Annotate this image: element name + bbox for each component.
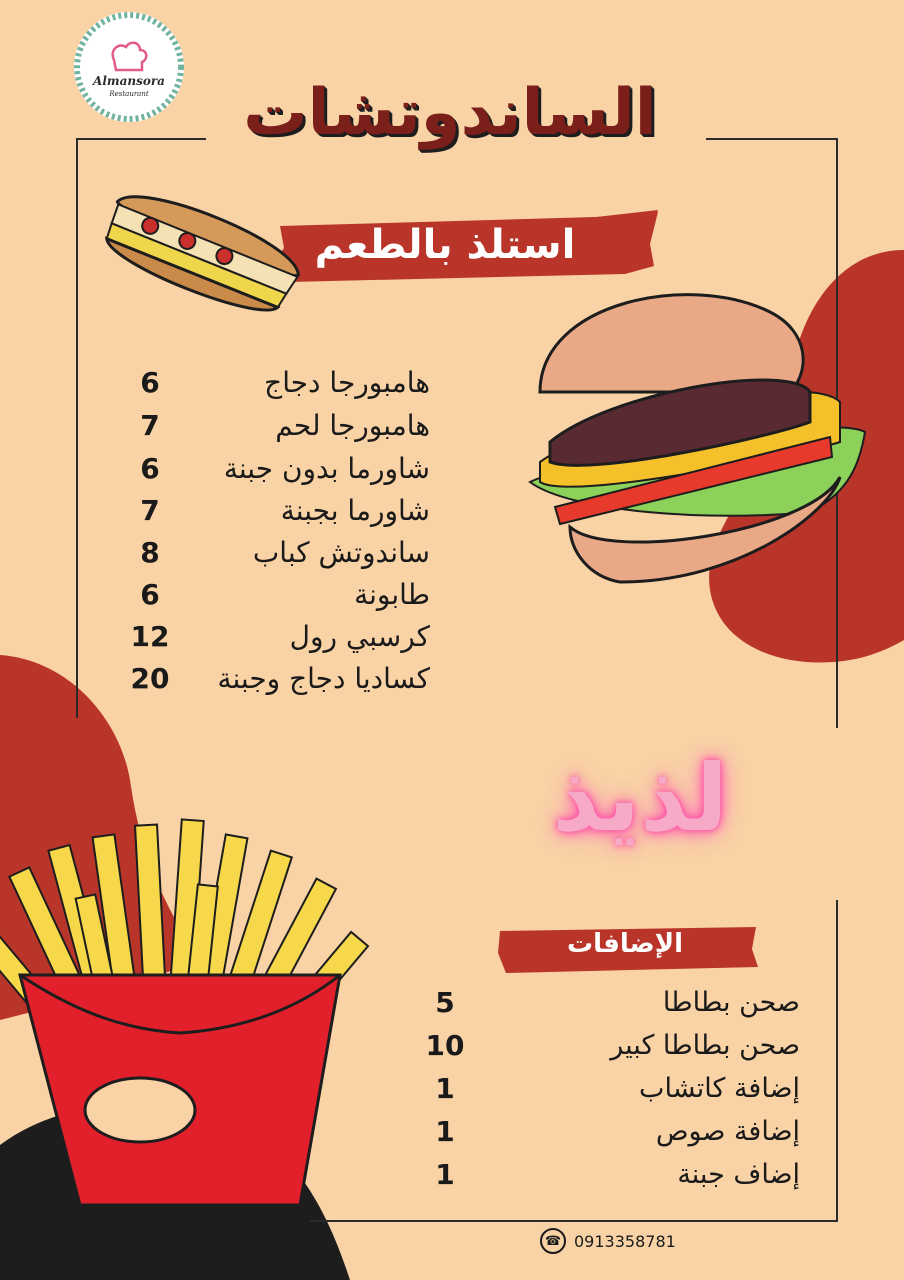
- contact-phone[interactable]: [540, 1228, 676, 1254]
- frame-bottom: [310, 1220, 838, 1222]
- menu-item: [120, 658, 430, 698]
- extras-item: [420, 1154, 800, 1194]
- menu-item-name: هامبورجا دجاج: [264, 365, 430, 399]
- menu-item-name: هامبورجا لحم: [275, 408, 430, 442]
- promo-word: لذيذ: [552, 745, 728, 852]
- extras-item-price: 1: [435, 1071, 455, 1105]
- tagline-text: استلذ بالطعم: [314, 222, 576, 268]
- extras-item-name: صحن بطاطا: [662, 986, 800, 1018]
- extras-item-price: 10: [425, 1028, 465, 1062]
- menu-item-name: شاورما بدون جبنة: [223, 451, 430, 485]
- menu-item: [120, 405, 430, 445]
- extras-item-price: 1: [435, 1157, 455, 1191]
- extras-banner: [500, 925, 760, 971]
- menu-item-price: 6: [140, 365, 160, 399]
- extras-title: الإضافات: [566, 929, 684, 959]
- phone-number: 0913358781: [574, 1231, 676, 1251]
- menu-item-name: ساندوتش كباب: [252, 535, 430, 569]
- frame-top-left: [76, 138, 206, 140]
- menu-item-price: 12: [130, 619, 170, 653]
- page-title: الساندوتشات: [243, 76, 657, 150]
- frame-right-lower: [836, 900, 838, 1220]
- extras-item: [420, 982, 800, 1022]
- menu-item-price: 6: [140, 451, 160, 485]
- menu-item: [120, 490, 430, 530]
- menu-item-name: شاورما بجبنة: [280, 493, 430, 527]
- extras-item: [420, 1025, 800, 1065]
- phone-icon: ☎: [540, 1228, 566, 1254]
- menu-item: [120, 616, 430, 656]
- logo-subtitle: Restaurant: [109, 90, 149, 98]
- menu-item-price: 7: [140, 408, 160, 442]
- frame-top-right: [706, 138, 838, 140]
- burger-illustration: [510, 262, 880, 592]
- extras-item-name: إضافة صوص: [655, 1115, 800, 1147]
- extras-item-price: 1: [435, 1114, 455, 1148]
- extras-item-price: 5: [435, 985, 455, 1019]
- menu-item-name: كساديا دجاج وجبنة: [217, 661, 430, 695]
- menu-item: [120, 448, 430, 488]
- restaurant-logo: [74, 12, 184, 122]
- sandwich-illustration: [80, 180, 310, 340]
- menu-item-price: 6: [140, 577, 160, 611]
- frame-left: [76, 138, 78, 718]
- menu-item-price: 8: [140, 535, 160, 569]
- extras-item-name: صحن بطاطا كبير: [610, 1029, 800, 1061]
- extras-item: [420, 1068, 800, 1108]
- menu-item: [120, 574, 430, 614]
- fries-illustration: [0, 815, 370, 1205]
- extras-item-name: إضافة كاتشاب: [639, 1072, 800, 1104]
- logo-name: Almansora: [93, 74, 165, 88]
- menu-item: [120, 532, 430, 572]
- menu-item-name: طابونة: [354, 577, 430, 611]
- menu-item-price: 7: [140, 493, 160, 527]
- menu-item: [120, 362, 430, 402]
- menu-item-price: 20: [130, 661, 170, 695]
- extras-item-name: إضاف جبنة: [677, 1158, 800, 1190]
- menu-item-name: كرسبي رول: [289, 619, 430, 653]
- extras-item: [420, 1111, 800, 1151]
